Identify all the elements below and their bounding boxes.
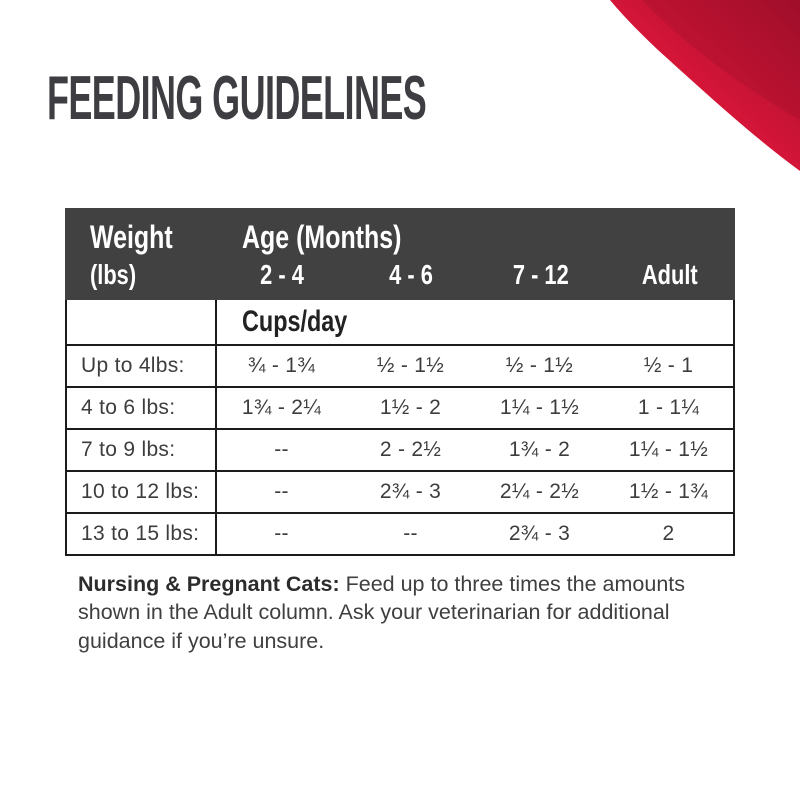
weight-header-group: [65, 219, 217, 291]
table-row: [67, 344, 733, 386]
value-cell: ¾ - 1¾: [247, 354, 316, 377]
weight-cell: 13 to 15 lbs:: [67, 514, 217, 554]
age-header-group: [217, 219, 735, 291]
age-header-label: Age (Months): [242, 219, 402, 255]
value-cell: --: [274, 438, 289, 461]
age-col-adult: Adult: [642, 259, 699, 290]
value-cell: ½ - 1½: [505, 354, 574, 377]
units-row: [67, 300, 733, 344]
age-col-2-4: 2 - 4: [259, 259, 304, 290]
value-cell: --: [274, 480, 289, 503]
value-cell: --: [274, 522, 289, 545]
age-col-7-12: 7 - 12: [512, 259, 569, 290]
page-title: FEEDING GUIDELINES: [47, 64, 427, 133]
value-cell: 1½ - 2: [379, 396, 442, 419]
table-body: [65, 300, 735, 556]
age-column-headers: [217, 259, 735, 291]
nursing-note-lead: Nursing & Pregnant Cats:: [78, 572, 340, 596]
weight-cell: 10 to 12 lbs:: [67, 472, 217, 512]
weight-cell: 4 to 6 lbs:: [67, 388, 217, 428]
weight-cell: Up to 4lbs:: [67, 346, 217, 386]
value-cell: 1¼ - 1½: [628, 438, 709, 461]
value-cell: 1½ - 1¾: [628, 480, 709, 503]
red-swoosh-decoration-icon: [600, 0, 800, 178]
value-cell: ½ - 1: [643, 354, 694, 377]
table-header: [65, 208, 735, 300]
value-cell: 2 - 2½: [379, 438, 442, 461]
value-cell: 1¾ - 2¼: [241, 396, 322, 419]
age-col-4-6: 4 - 6: [389, 259, 434, 290]
table-row: [67, 428, 733, 470]
value-cell: 2: [662, 522, 675, 545]
value-cell: 1¼ - 1½: [499, 396, 580, 419]
nursing-note: [78, 570, 736, 655]
table-row: [67, 386, 733, 428]
value-cell: 1¾ - 2: [508, 438, 571, 461]
units-row-spacer: [67, 300, 217, 344]
value-cell: 2¼ - 2½: [499, 480, 580, 503]
feeding-table: [65, 208, 735, 556]
value-cell: 2¾ - 3: [508, 522, 571, 545]
units-label: Cups/day: [242, 305, 348, 338]
weight-header-label: Weight: [90, 219, 173, 255]
table-row: [67, 512, 733, 554]
value-cell: 1 - 1¼: [637, 396, 700, 419]
weight-cell: 7 to 9 lbs:: [67, 430, 217, 470]
weight-unit-label: (lbs): [90, 259, 137, 290]
value-cell: --: [403, 522, 418, 545]
value-cell: ½ - 1½: [376, 354, 445, 377]
value-cell: 2¾ - 3: [379, 480, 442, 503]
table-row: [67, 470, 733, 512]
nursing-note-body: Feed up to three times the amounts shown in the Adult column. Ask your veterinarian for additional guidance if you’re unsure.: [78, 572, 686, 653]
